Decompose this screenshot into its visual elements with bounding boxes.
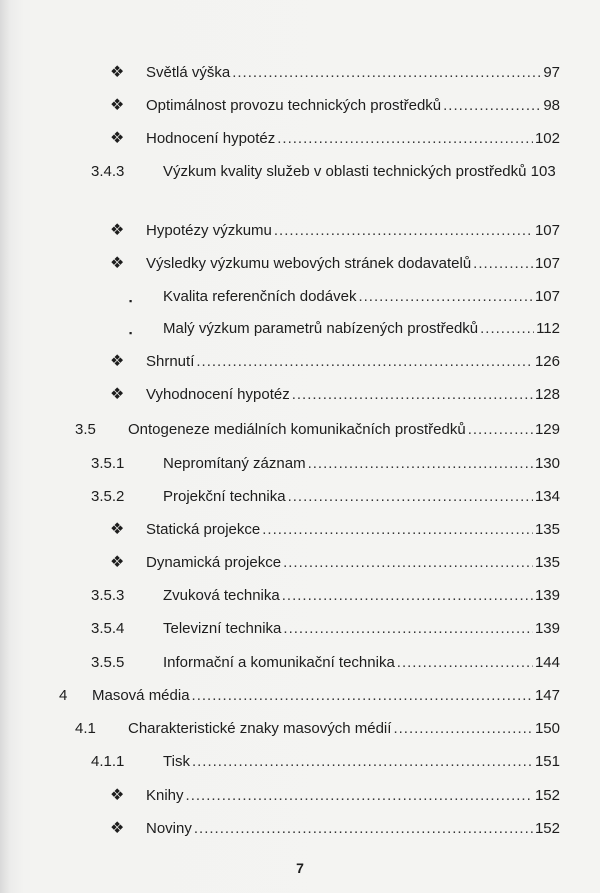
diamond-bullet-icon: ❖	[110, 386, 125, 403]
dot-leader	[358, 288, 533, 306]
dot-leader	[308, 455, 533, 473]
dot-leader	[283, 554, 533, 572]
toc-entry-title: Optimálnost provozu technických prostředků	[146, 97, 442, 114]
toc-entry-title: Masová média	[92, 687, 190, 704]
dot-leader	[232, 64, 541, 82]
toc-entry-number: 4.1	[75, 720, 96, 737]
toc-entry[interactable]	[163, 654, 560, 672]
dot-leader	[282, 587, 533, 605]
toc-entry[interactable]	[146, 787, 560, 805]
dot-leader	[292, 386, 533, 404]
diamond-bullet-icon: ❖	[110, 353, 125, 370]
toc-entry-title: Charakteristické znaky masových médií	[128, 720, 392, 737]
toc-entry-page: 128	[534, 386, 560, 403]
dot-leader	[443, 97, 541, 115]
toc-entry[interactable]	[146, 64, 560, 82]
toc-entry-page: 107	[534, 255, 560, 272]
toc-entry-title: Nepromítaný záznam	[163, 455, 306, 472]
toc-entry-page: 126	[534, 353, 560, 370]
toc-entry-title: Knihy	[146, 787, 184, 804]
toc-entry[interactable]	[163, 160, 560, 184]
toc-entry[interactable]	[163, 455, 560, 473]
toc-entry[interactable]	[146, 554, 560, 572]
diamond-bullet-icon: ❖	[110, 64, 125, 81]
toc-entry-title: Hodnocení hypotéz	[146, 130, 276, 147]
toc-entry-page: 103	[530, 163, 556, 180]
diamond-bullet-icon: ❖	[110, 820, 125, 837]
square-bullet-icon: ▪	[129, 328, 133, 338]
toc-entry[interactable]	[146, 386, 560, 404]
toc-entry[interactable]	[163, 753, 560, 771]
toc-entry-title: Kvalita referenčních dodávek	[163, 288, 357, 305]
toc-entry-page: 97	[543, 64, 560, 81]
dot-leader	[274, 222, 533, 240]
toc-entry-title: Malý výzkum parametrů nabízených prostředků	[163, 320, 479, 337]
toc-entry-page: 107	[534, 222, 560, 239]
diamond-bullet-icon: ❖	[110, 521, 125, 538]
toc-entry-number: 4.1.1	[91, 753, 125, 770]
dot-leader	[288, 488, 533, 506]
toc-entry[interactable]	[146, 97, 560, 115]
toc-entry[interactable]	[146, 255, 560, 273]
dot-leader	[186, 787, 533, 805]
toc-entry-page: 130	[534, 455, 560, 472]
toc-entry[interactable]	[163, 488, 560, 506]
diamond-bullet-icon: ❖	[110, 255, 125, 272]
toc-entry-number: 3.5.1	[91, 455, 125, 472]
toc-entry[interactable]	[146, 222, 560, 240]
toc-entry-page: 98	[543, 97, 560, 114]
toc-entry-title: Shrnutí	[146, 353, 195, 370]
toc-entry[interactable]	[146, 353, 560, 371]
toc-entry-title: Projekční technika	[163, 488, 286, 505]
toc-entry-title: Dynamická projekce	[146, 554, 282, 571]
dot-leader	[473, 255, 533, 273]
toc-entry-page: 152	[534, 820, 560, 837]
dot-leader	[468, 421, 533, 439]
page-number: 7	[296, 860, 304, 876]
toc-entry-page: 135	[534, 521, 560, 538]
toc-entry-title: Televizní technika	[163, 620, 282, 637]
toc-entry-page: 147	[534, 687, 560, 704]
toc-entry-number: 3.5.3	[91, 587, 125, 604]
toc-entry-title: Tisk	[163, 753, 190, 770]
toc-entry-page: 151	[534, 753, 560, 770]
diamond-bullet-icon: ❖	[110, 97, 125, 114]
toc-entry-title: Výsledky výzkumu webových stránek dodavatelů	[146, 255, 472, 272]
toc-entry-page: 150	[534, 720, 560, 737]
toc-entry-number: 3.5.5	[91, 654, 125, 671]
dot-leader	[192, 687, 533, 705]
toc-entry[interactable]	[163, 620, 560, 638]
toc-entry-title: Noviny	[146, 820, 192, 837]
diamond-bullet-icon: ❖	[110, 222, 125, 239]
dot-leader	[393, 720, 533, 738]
toc-entry-title: Informační a komunikační technika	[163, 654, 395, 671]
dot-leader	[262, 521, 533, 539]
toc-entry-title: Statická projekce	[146, 521, 261, 538]
diamond-bullet-icon: ❖	[110, 554, 125, 571]
toc-entry-title: Vyhodnocení hypotéz	[146, 386, 290, 403]
diamond-bullet-icon: ❖	[110, 130, 125, 147]
toc-entry-title: Světlá výška	[146, 64, 231, 81]
dot-leader	[196, 353, 533, 371]
toc-entry-page: 102	[534, 130, 560, 147]
toc-entry-title: Zvuková technika	[163, 587, 280, 604]
toc-entry[interactable]	[163, 288, 560, 306]
toc-entry-number: 3.5.4	[91, 620, 125, 637]
toc-entry-page: 107	[534, 288, 560, 305]
toc-entry-page: 135	[534, 554, 560, 571]
toc-entry-number: 3.5	[75, 421, 96, 438]
toc-entry-page: 152	[534, 787, 560, 804]
toc-entry-title: Výzkum kvality služeb v oblasti technických prostředků	[163, 163, 527, 180]
dot-leader	[480, 320, 534, 338]
toc-entry-page: 144	[534, 654, 560, 671]
toc-entry-page: 112	[536, 320, 560, 337]
dot-leader	[277, 130, 533, 148]
dot-leader	[194, 820, 533, 838]
dot-leader	[397, 654, 533, 672]
toc-entry[interactable]	[128, 720, 560, 738]
dot-leader	[192, 753, 533, 771]
dot-leader	[283, 620, 533, 638]
toc-entry[interactable]	[92, 687, 560, 705]
diamond-bullet-icon: ❖	[110, 787, 125, 804]
toc-entry-title: Ontogeneze mediálních komunikačních prostředků	[128, 421, 466, 438]
toc-entry-number: 3.4.3	[91, 163, 125, 180]
square-bullet-icon: ▪	[129, 296, 133, 306]
toc-entry-page: 139	[534, 587, 560, 604]
toc-entry-number: 3.5.2	[91, 488, 125, 505]
toc-entry-page: 139	[534, 620, 560, 637]
toc-entry[interactable]	[163, 587, 560, 605]
toc-entry-title: Hypotézy výzkumu	[146, 222, 272, 239]
toc-entry[interactable]	[128, 421, 560, 439]
toc-entry[interactable]	[146, 130, 560, 148]
toc-entry-number: 4	[59, 687, 68, 704]
toc-entry[interactable]	[146, 820, 560, 838]
toc-entry[interactable]	[146, 521, 560, 539]
toc-entry-page: 134	[534, 488, 560, 505]
toc-entry[interactable]	[163, 320, 560, 338]
toc-entry-page: 129	[534, 421, 560, 438]
